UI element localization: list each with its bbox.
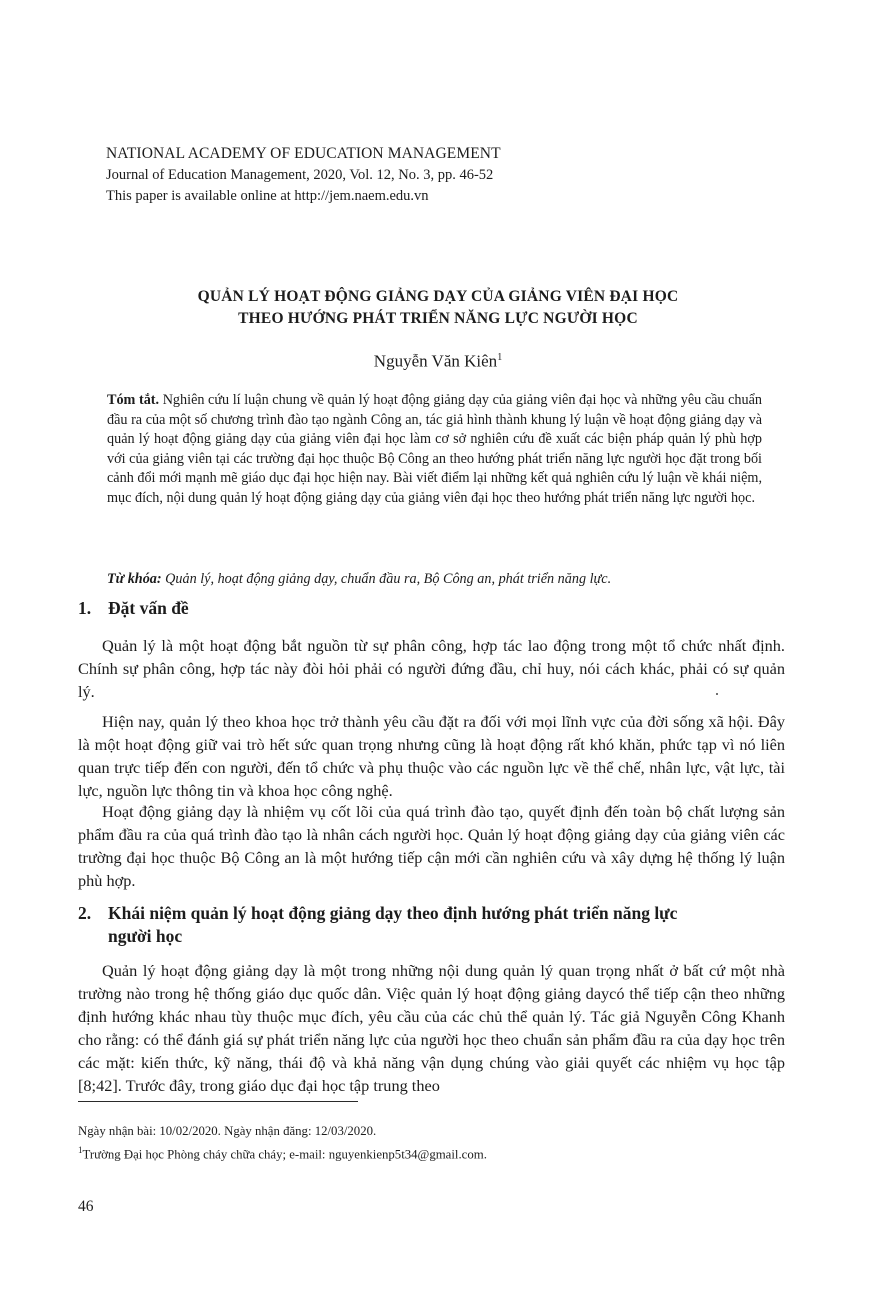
footnote-affiliation bbox=[78, 1141, 778, 1163]
paper-title-line-1: QUẢN LÝ HOẠT ĐỘNG GIẢNG DẠY CỦA GIẢNG VIÊN ĐẠI HỌC bbox=[197, 288, 679, 305]
availability-note: This paper is available online at http://jem.naem.edu.vn bbox=[106, 188, 429, 204]
page-number: 46 bbox=[78, 1198, 94, 1215]
scan-speck bbox=[716, 693, 718, 695]
section-1-paragraph-3: Hoạt động giảng dạy là nhiệm vụ cốt lõi của quá trình đào tạo, quyết định đến toàn bộ chất lượng sản phẩm đầu ra của quá trình đào tạo là nhân cách người học. Quản lý hoạt động giảng dạy của giảng viên các trường đại học thuộc Bộ Công an là một hướng tiếp cận mới cần nghiên cứu và xây dựng hệ thống lý luận phù hợp. bbox=[78, 802, 785, 891]
section-1-title: Đặt vấn đề bbox=[108, 598, 189, 618]
keywords bbox=[107, 570, 767, 589]
keywords-label: Từ khóa: bbox=[107, 571, 162, 587]
keywords-text: Quản lý, hoạt động giảng dạy, chuẩn đầu ra, Bộ Công an, phát triển năng lực. bbox=[165, 571, 612, 587]
journal-citation: Journal of Education Management, 2020, Vol. 12, No. 3, pp. 46-52 bbox=[106, 167, 494, 183]
abstract bbox=[107, 391, 762, 509]
author bbox=[80, 346, 796, 374]
footnote-affiliation-text: Trường Đại học Phòng cháy chữa cháy; e-mail: nguyenkienp5t34@gmail.com. bbox=[82, 1147, 487, 1162]
section-1-number: 1. bbox=[78, 598, 92, 618]
section-1-heading bbox=[78, 597, 798, 620]
paper-title-line-2: THEO HƯỚNG PHÁT TRIỂN NĂNG LỰC NGƯỜI HỌC bbox=[238, 310, 638, 327]
abstract-label: Tóm tắt. bbox=[107, 392, 160, 408]
author-name: Nguyễn Văn Kiên bbox=[373, 351, 498, 371]
section-2-number: 2. bbox=[78, 903, 92, 923]
section-1-paragraph-1: Quản lý là một hoạt động bắt nguồn từ sự phân công, hợp tác lao động trong một tổ chức nhất định. Chính sự phân công, hợp tác này đòi hỏi phải có người đứng đầu, chỉ huy, nói cách khác, phải có sự quản lý. bbox=[78, 636, 785, 702]
journal-header bbox=[106, 143, 666, 207]
abstract-text: Nghiên cứu lí luận chung về quản lý hoạt động giảng dạy của giảng viên đại học và những yêu cầu chuẩn đầu ra của một số chương trình đào tạo ngành Công an, tác giả hình thành khung lý luận về hoạt động giảng dạy và quản lý hoạt động giảng dạy của giảng viên đại học làm cơ sở nghiên cứu đề xuất các biện pháp quản lý phù hợp với của giảng viên tại các trường đại học thuộc Bộ Công an theo hướng phát triển năng lực người học đặt trong bối cảnh đổi mới mạnh mẽ giáo dục đại học hiện nay. Bài viết điểm lại những kết quả nghiên cứu lý luận về khái niệm, mục đích, nội dung quản lý hoạt động giảng dạy của giảng viên đại học theo hướng phát triển năng lực người học. bbox=[107, 392, 763, 506]
institution-name: NATIONAL ACADEMY OF EDUCATION MANAGEMENT bbox=[106, 145, 501, 162]
section-2-heading bbox=[78, 902, 798, 948]
paper-title bbox=[80, 286, 796, 330]
footnote-affiliation-mark: 1 bbox=[78, 1145, 83, 1155]
section-2-paragraph-1: Quản lý hoạt động giảng dạy là một trong những nội dung quản lý quan trọng nhất ở bất cứ một nhà trường nào trong hệ thống giáo dục quốc dân. Việc quản lý hoạt động giảng daycó thể tiếp cận theo những định hướng khác nhau tùy thuộc mục đích, yêu cầu của các chủ thể quản lý. Tác giả Nguyễn Công Khanh cho rằng: có thể đánh giá sự phát triển năng lực của người học theo chuẩn sản phẩm đầu ra của dạy học trên các mặt: kiến thức, kỹ năng, thái độ và khả năng vận dụng chúng vào giải quyết các nhiệm vụ học tập [8;42]. Trước đây, trong giáo dục đại học tập trung theo bbox=[78, 961, 785, 1096]
section-2-title-line-2: người học bbox=[108, 926, 183, 946]
section-2-title-line-1: Khái niệm quản lý hoạt động giảng dạy theo định hướng phát triển năng lực bbox=[108, 903, 678, 923]
footnote-divider bbox=[78, 1101, 358, 1102]
section-1-paragraph-2: Hiện nay, quản lý theo khoa học trở thành yêu cầu đặt ra đối với mọi lĩnh vực của đời sống xã hội. Đây là một hoạt động giữ vai trò hết sức quan trọng nhưng cũng là hoạt động rất khó khăn, phức tạp vì nó liên quan trực tiếp đến con người, đến tổ chức và phụ thuộc vào các nguồn lực về thể chế, nhân lực, vật lực, tài lực, nguồn lực thông tin và khoa học công nghệ. bbox=[78, 712, 785, 801]
footnote-dates: Ngày nhận bài: 10/02/2020. Ngày nhận đăng: 12/03/2020. bbox=[78, 1124, 377, 1138]
author-affiliation-mark: 1 bbox=[497, 352, 503, 363]
